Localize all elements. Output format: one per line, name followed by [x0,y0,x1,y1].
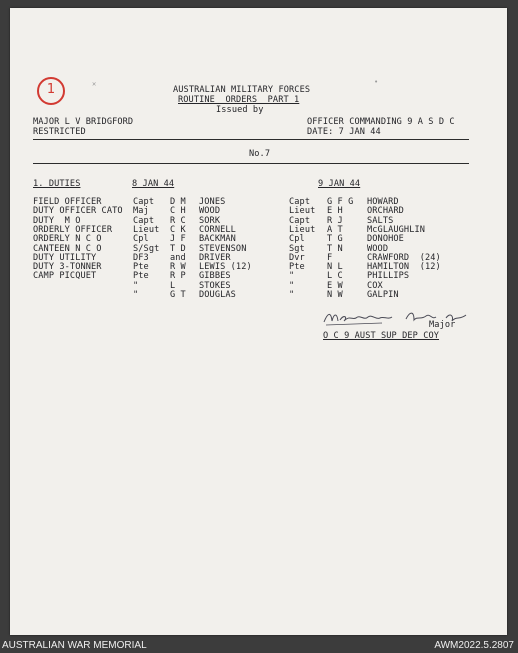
header-left-line1: MAJOR L V BRIDGFORD [33,117,134,127]
header-subtitle: ROUTINE ORDERS PART 1 [178,95,300,105]
date-column-1: 8 JAN 44 [132,179,175,189]
cell-i2: R J [327,215,343,226]
header-title: AUSTRALIAN MILITARY FORCES [173,85,311,95]
cell-r1: Pte [133,262,149,273]
cell-i1: T D [170,243,186,254]
cell-n1: CORNELL [199,224,236,235]
cell-n1: STOKES [199,280,231,291]
cell-r1: Capt [133,215,155,226]
header-rule [33,139,469,140]
cell-i1: and [170,252,186,263]
cell-n2: GALPIN [367,290,399,300]
cell-duty: CAMP PICQUET [33,271,97,282]
cell-r1: Cpl [133,234,149,245]
cell-duty: DUTY UTILITY [33,252,97,263]
cell-i1: D M [170,197,186,207]
cell-i1: R P [170,271,186,282]
footer-source: AUSTRALIAN WAR MEMORIAL [2,640,147,651]
cell-n1: WOOD [199,206,221,217]
cell-n1: SORK [199,215,221,226]
cell-duty: CANTEEN N C O [33,243,102,254]
cell-r1: S/Sgt [133,243,160,254]
signature-rank: Major [429,320,456,330]
header-left-line2: RESTRICTED [33,127,86,137]
cell-duty: FIELD OFFICER [33,197,102,207]
cell-r2: Pte [289,262,305,273]
cell-n2: HOWARD [367,197,399,207]
cell-r2: " [289,290,295,300]
cell-r2: Cpl [289,234,305,245]
cell-r2: Lieut [289,206,316,217]
cell-r2: Lieut [289,224,316,235]
cell-n1: STEVENSON [199,243,247,254]
cell-n2: SALTS [367,215,394,226]
handwritten-signature [322,308,482,328]
cell-i1: G T [170,290,186,300]
header-right-line2: DATE: 7 JAN 44 [307,127,381,137]
cell-i2: G F G [327,197,354,207]
cell-n2: ORCHARD [367,206,404,217]
cell-n1: BACKMAN [199,234,236,245]
cell-n2: COX [367,280,383,291]
cell-r2: Sgt [289,243,305,254]
cell-n1: DOUGLAS [199,290,236,300]
cell-i1: L [170,280,176,291]
signature-unit: O C 9 AUST SUP DEP COY [323,331,440,341]
cell-duty: DUTY M O [33,215,81,226]
cell-r1: Lieut [133,224,160,235]
cell-n2: McGLAUGHLIN [367,224,426,235]
cell-i2: F [327,252,333,263]
cell-i1: R C [170,215,186,226]
section-rule [33,163,469,164]
header-issued-by: Issued by [216,105,264,115]
cell-n2: PHILLIPS [367,271,410,282]
cell-i1: J F [170,234,186,245]
cell-i2: T N [327,243,343,254]
cell-r1: " [133,280,139,291]
cell-i2: L C [327,271,343,282]
cell-n1: DRIVER [199,252,231,263]
cell-duty: DUTY OFFICER CATO [33,206,123,217]
cell-n1: LEWIS (12) [199,262,252,273]
cell-r1: DF3 [133,252,149,263]
cell-r2: " [289,271,295,282]
cell-i2: N W [327,290,343,300]
cell-n2: CRAWFORD (24) [367,252,441,263]
cell-r1: " [133,290,139,300]
cell-r1: Pte [133,271,149,282]
cell-n2: WOOD [367,243,389,254]
cell-r2: Dvr [289,252,305,263]
cell-duty: ORDERLY OFFICER [33,224,113,235]
cell-i2: A T [327,224,343,235]
cell-i1: C H [170,206,186,217]
annotation-circle [37,77,65,105]
header-right-line1: OFFICER COMMANDING 9 A S D C [307,117,455,127]
cell-n1: GIBBES [199,271,231,282]
cell-n2: HAMILTON (12) [367,262,441,273]
cell-i2: E W [327,280,343,291]
cell-n1: JONES [199,197,226,207]
cell-r1: Maj [133,206,149,217]
cell-i2: T G [327,234,343,245]
cell-r1: Capt [133,197,155,207]
footer-accession-number: AWM2022.5.2807 [434,640,514,651]
paper-mark: • [374,78,379,86]
section-heading: 1. DUTIES [33,179,81,189]
date-column-2: 9 JAN 44 [318,179,361,189]
cell-r2: Capt [289,215,311,226]
cell-r2: Capt [289,197,311,207]
paper-mark: ✕ [92,80,97,88]
cell-i1: R W [170,262,186,273]
cell-i2: E H [327,206,343,217]
cell-n2: DONOHOE [367,234,404,245]
annotation-number: 1 [46,82,56,97]
cell-duty: ORDERLY N C O [33,234,102,245]
cell-r2: " [289,280,295,291]
order-number: No.7 [249,149,271,159]
cell-duty: DUTY 3-TONNER [33,262,102,273]
cell-i1: C K [170,224,186,235]
cell-i2: N L [327,262,343,273]
